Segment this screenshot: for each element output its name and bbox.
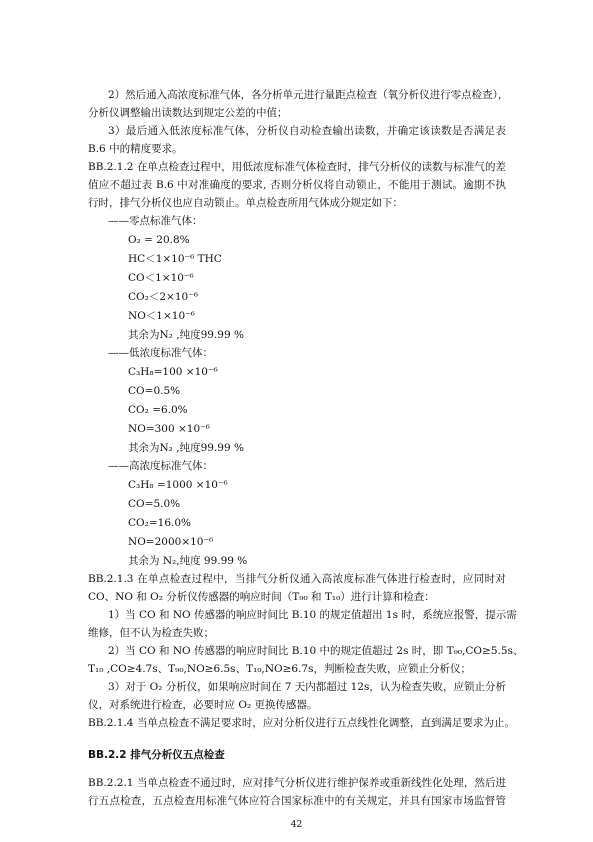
- zero-gas-heading: ——零点标准气体：: [108, 215, 203, 227]
- list-item: 2）当 CO 和 NO 传感器的响应时间比 B.10 中的规定值超过 2s 时，即 T₉₀,CO≥5.5s、: [108, 645, 524, 657]
- gas-spec: CO=0.5%: [128, 385, 181, 397]
- paragraph-line: 分析仪调整输出读数达到规定公差的中值；: [88, 107, 288, 119]
- gas-spec: CO₂=16.0%: [128, 517, 192, 529]
- gas-spec: CO₂＜2×10⁻⁶: [128, 291, 198, 303]
- paragraph-line: B.6 中的精度要求。: [88, 143, 183, 155]
- list-item: 3）对于 O₂ 分析仪，如果响应时间在 7 天内都超过 12s，认为检查失败，应锁止分析: [108, 681, 506, 693]
- paragraph-line: 3）最后通入低浓度标准气体，分析仪自动检查输出读数，并确定该读数是否满足表: [108, 125, 506, 137]
- paragraph-line: 2）然后通入高浓度标准气体，各分析单元进行量距点检查（氧分析仪进行零点检查），: [108, 89, 509, 101]
- gas-spec: 其余为 N₂,纯度 99.99 %: [128, 555, 248, 567]
- gas-spec: NO=2000×10⁻⁶: [128, 536, 214, 548]
- gas-spec: O₂ = 20.8%: [128, 234, 190, 246]
- paragraph-line: 行五点检查，五点检查用标准气体应符合国家标准中的有关规定，并具有国家市场监督管: [88, 795, 506, 807]
- low-gas-heading: ——低浓度标准气体：: [108, 347, 213, 359]
- paragraph-line: 维修，但不认为检查失败；: [88, 627, 214, 639]
- high-gas-heading: ——高浓度标准气体：: [108, 460, 213, 472]
- gas-spec: CO₂ =6.0%: [128, 404, 188, 416]
- clause-bb-2-1-4: BB.2.1.4 当单点检查不满足要求时，应对分析仪进行五点线性化调整，直到满足要求为止。: [88, 717, 515, 729]
- clause-bb-2-2-1: BB.2.2.1 当单点检查不通过时，应对排气分析仪进行维护保养或重新线性化处理，然后进: [88, 777, 506, 789]
- paragraph-line: T₁₀ ,CO≥4.7s、T₉₀,NO≥6.5s、T₁₀,NO≥6.7s，判断检查失败，应锁止分析仪；: [88, 663, 472, 675]
- gas-spec: CO=5.0%: [128, 498, 181, 510]
- gas-spec: 其余为N₂ ,纯度99.99 %: [128, 329, 244, 341]
- page-number: 42: [290, 820, 303, 830]
- clause-bb-2-1-2: BB.2.1.2 在单点检查过程中，用低浓度标准气体检查时，排气分析仪的读数与标准气的差: [88, 161, 506, 173]
- list-item: 1）当 CO 和 NO 传感器的响应时间比 B.10 的规定值超出 1s 时，系统应报警，提示需: [108, 609, 517, 621]
- section-heading: BB.2.2 排气分析仪五点检查: [88, 749, 225, 761]
- gas-spec: C₃H₈ =1000 ×10⁻⁶: [128, 479, 228, 491]
- clause-bb-2-1-3: BB.2.1.3 在单点检查过程中，当排气分析仪通入高浓度标准气体进行检查时，应同时对: [88, 573, 506, 585]
- paragraph-line: CO、NO 和 O₂ 分析仪传感器的响应时间（T₉₀ 和 T₁₀）进行计算和检查：: [88, 591, 435, 603]
- gas-spec: NO=300 ×10⁻⁶: [128, 423, 210, 435]
- paragraph-line: 仪，对系统进行检查，必要时应 O₂ 更换传感器。: [88, 699, 318, 711]
- gas-spec: 其余为N₂ ,纯度99.99 %: [128, 442, 244, 454]
- gas-spec: CO＜1×10⁻⁶: [128, 272, 194, 284]
- gas-spec: C₃H₈=100 ×10⁻⁶: [128, 366, 218, 378]
- gas-spec: NO＜1×10⁻⁶: [128, 310, 195, 322]
- gas-spec: HC＜1×10⁻⁶ THC: [128, 253, 222, 265]
- paragraph-line: 行时，排气分析仪也应自动锁止。单点检查所用气体成分规定如下：: [88, 197, 403, 209]
- paragraph-line: 值应不超过表 B.6 中对准确度的要求, 否则分析仪将自动锁止，不能用于测试。逾期不执: [88, 179, 506, 191]
